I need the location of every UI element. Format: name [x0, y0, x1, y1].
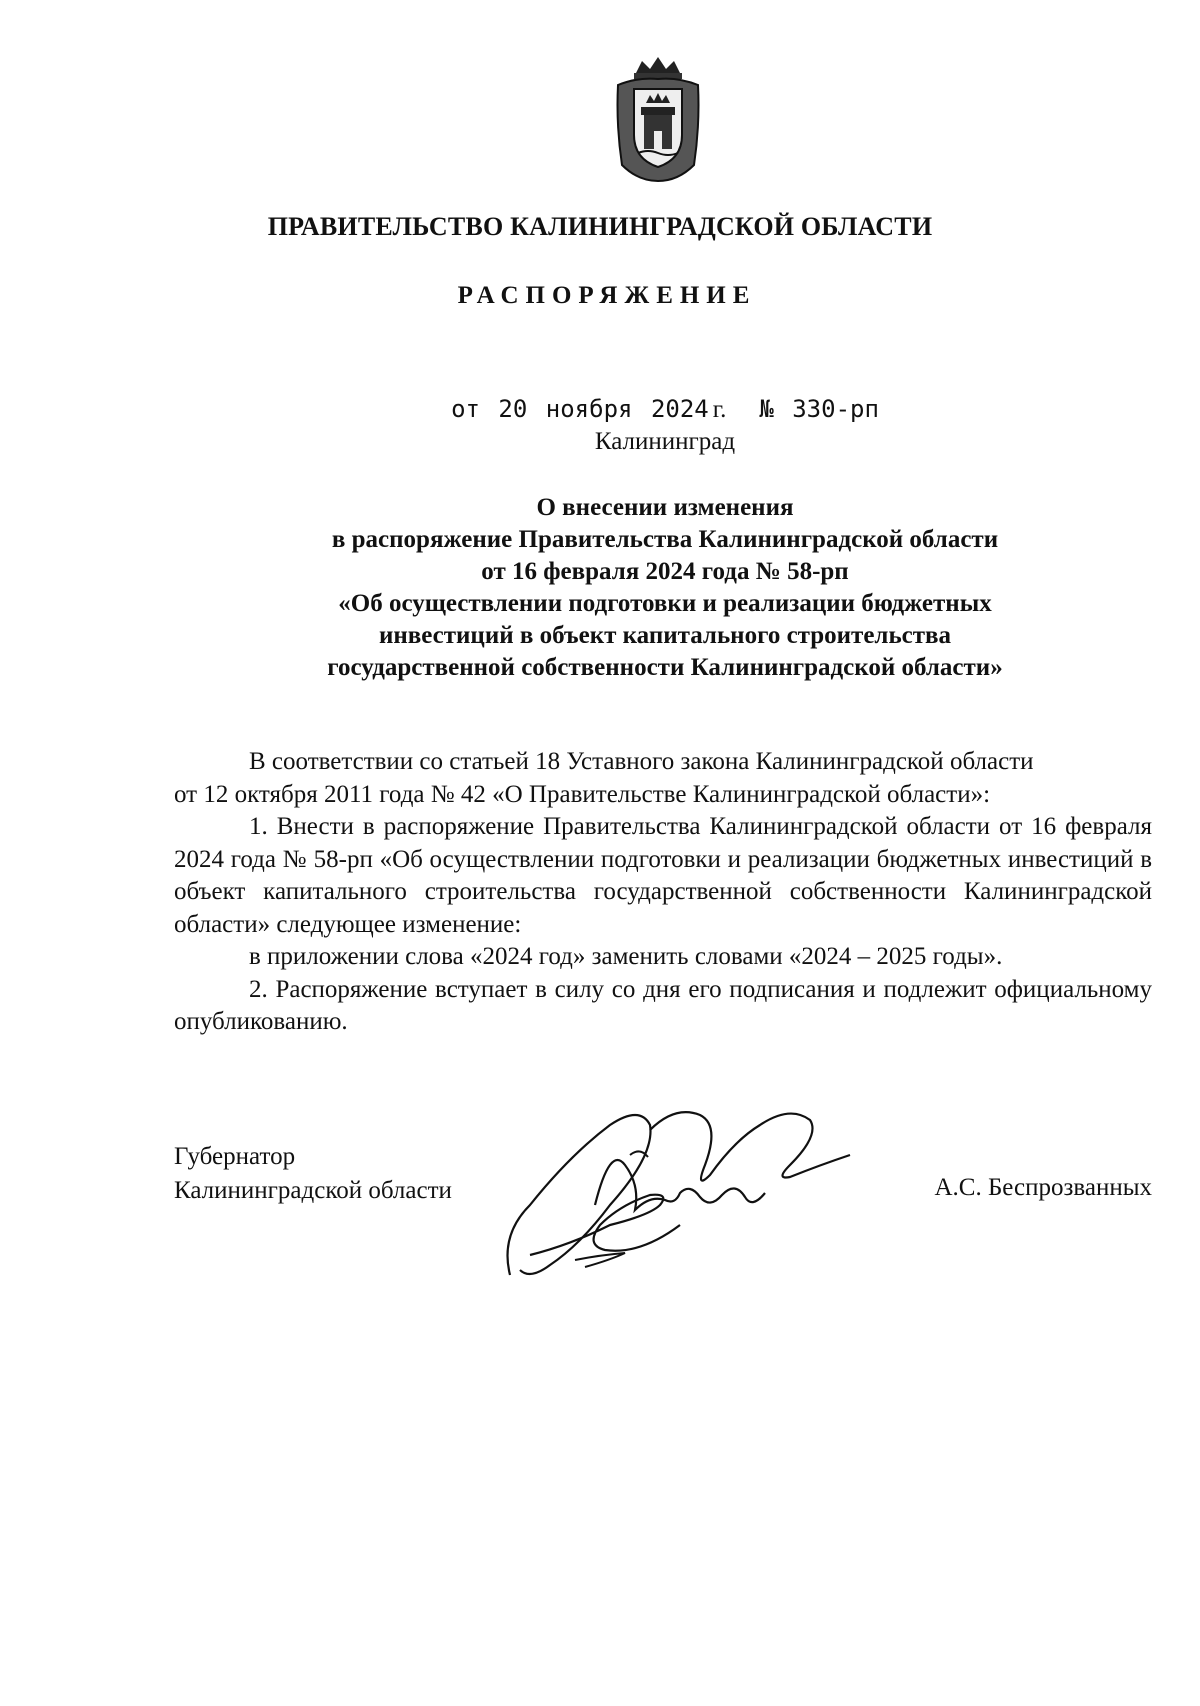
body-paragraph: В соответствии со статьей 18 Уставного закона Калининградской области [249, 748, 1034, 775]
document-type: РАСПОРЯЖЕНИЕ [457, 282, 757, 309]
government-title: ПРАВИТЕЛЬСТВО КАЛИНИНГРАДСКОЙ ОБЛАСТИ [267, 212, 933, 241]
coat-of-arms-emblem [608, 55, 708, 183]
signatory-position-line: Губернатор [174, 1143, 296, 1170]
document-number: 330-рп [792, 395, 879, 423]
signatory-name: А.С. Беспрозванных [934, 1174, 1152, 1201]
date-year: 2024 [650, 395, 709, 423]
body-paragraph: 2. Распоряжение вступает в силу со дня его подписания и подлежит официальному опубликованию. [174, 975, 1152, 1035]
document-body [174, 746, 1152, 1039]
date-number-line [0, 395, 1200, 424]
date-year-suffix: г. [712, 396, 727, 423]
subject-line: от 16 февраля 2024 года № 58-рп [481, 558, 849, 585]
handwritten-signature [490, 1085, 910, 1295]
signatory-position [174, 1140, 452, 1208]
subject-line: «Об осуществлении подготовки и реализации бюджетных [338, 590, 992, 617]
subject-line: инвестиций в объект капитального строительства [378, 622, 952, 649]
date-prefix: от [451, 395, 480, 423]
subject-line: в распоряжение Правительства Калининградской области [331, 526, 999, 553]
subject-line: О внесении изменения [536, 494, 794, 521]
body-paragraph: 1. Внести в распоряжение Правительства Калининградской области от 16 февраля 2024 года № 58-рп «Об осуществлении подготовки и реализации бюджетных инвестиций в объект капитального строительства государственной собственности Калининградской области» следующее изменение: [174, 813, 1152, 938]
document-subject [0, 492, 1200, 684]
body-paragraph: от 12 октября 2011 года № 42 «О Правительстве Калининградской области»: [174, 780, 991, 808]
date-month: ноября [545, 395, 633, 423]
city: Калининград [594, 428, 736, 455]
subject-line: государственной собственности Калининградской области» [327, 654, 1003, 681]
number-sign: № [759, 395, 774, 423]
date-day: 20 [498, 395, 528, 423]
signatory-position-line: Калининградской области [174, 1177, 452, 1204]
body-paragraph: в приложении слова «2024 год» заменить словами «2024 – 2025 годы». [249, 943, 1003, 970]
